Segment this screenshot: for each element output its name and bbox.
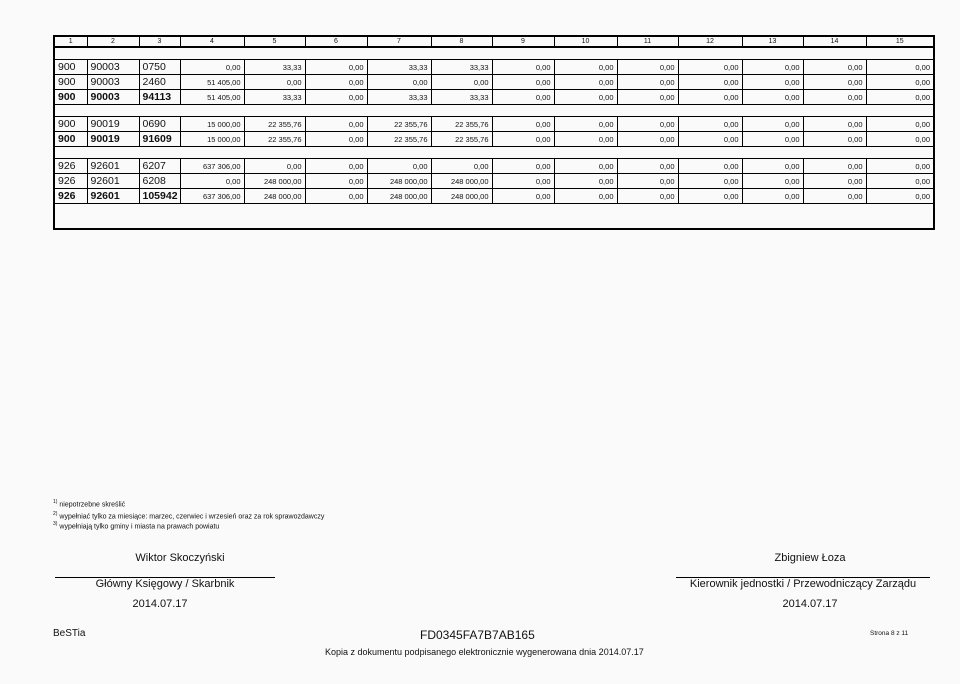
amount-cell: 0,00: [617, 90, 678, 105]
classification-cell: 0690: [139, 117, 180, 132]
column-number: 7: [367, 36, 431, 47]
classification-cell: 94113: [139, 90, 180, 105]
amount-cell: 0,00: [554, 159, 617, 174]
amount-cell: 22 355,76: [244, 117, 305, 132]
amount-cell: 637 306,00: [180, 159, 244, 174]
classification-cell: 92601: [87, 189, 139, 204]
amount-cell: 0,00: [554, 132, 617, 147]
amount-cell: 0,00: [866, 132, 934, 147]
column-number: 11: [617, 36, 678, 47]
subtotal-row: [54, 90, 934, 105]
amount-cell: 33,33: [367, 90, 431, 105]
amount-cell: 0,00: [617, 60, 678, 75]
amount-cell: 0,00: [617, 174, 678, 189]
amount-cell: 0,00: [492, 117, 554, 132]
amount-cell: 0,00: [431, 159, 492, 174]
signature-right-date: 2014.07.17: [782, 598, 838, 610]
amount-cell: 22 355,76: [431, 117, 492, 132]
column-number: 2: [87, 36, 139, 47]
amount-cell: 0,00: [678, 90, 742, 105]
amount-cell: 0,00: [617, 132, 678, 147]
classification-cell: 900: [54, 117, 87, 132]
amount-cell: 0,00: [492, 132, 554, 147]
signature-right-role: Kierownik jednostki / Przewodniczący Zarządu: [689, 578, 917, 590]
amount-cell: 0,00: [305, 159, 367, 174]
classification-cell: 2460: [139, 75, 180, 90]
amount-cell: 637 306,00: [180, 189, 244, 204]
table-row: [54, 117, 934, 132]
table-row: [54, 174, 934, 189]
column-number: 1: [54, 36, 87, 47]
amount-cell: 0,00: [305, 75, 367, 90]
amount-cell: 51 405,00: [180, 75, 244, 90]
amount-cell: 0,00: [866, 159, 934, 174]
amount-cell: 248 000,00: [367, 174, 431, 189]
signature-right-name: Zbigniew Łoza: [774, 552, 846, 564]
amount-cell: 0,00: [866, 189, 934, 204]
amount-cell: 0,00: [742, 60, 803, 75]
amount-cell: 0,00: [244, 159, 305, 174]
amount-cell: 0,00: [180, 60, 244, 75]
amount-cell: 0,00: [554, 90, 617, 105]
amount-cell: 0,00: [803, 132, 866, 147]
amount-cell: 0,00: [866, 117, 934, 132]
classification-cell: 90003: [87, 60, 139, 75]
amount-cell: 0,00: [305, 174, 367, 189]
amount-cell: 0,00: [305, 60, 367, 75]
amount-cell: 248 000,00: [244, 189, 305, 204]
amount-cell: 248 000,00: [367, 189, 431, 204]
classification-cell: 105942: [139, 189, 180, 204]
amount-cell: 0,00: [617, 189, 678, 204]
signature-left-name: Wiktor Skoczyński: [135, 552, 225, 564]
amount-cell: 0,00: [742, 159, 803, 174]
page-number: Strona 8 z 11: [870, 630, 909, 637]
amount-cell: 22 355,76: [431, 132, 492, 147]
amount-cell: 0,00: [554, 60, 617, 75]
classification-cell: 900: [54, 60, 87, 75]
amount-cell: 15 000,00: [180, 117, 244, 132]
amount-cell: 22 355,76: [367, 117, 431, 132]
amount-cell: 0,00: [617, 159, 678, 174]
classification-cell: 92601: [87, 159, 139, 174]
classification-cell: 91609: [139, 132, 180, 147]
amount-cell: 33,33: [431, 90, 492, 105]
amount-cell: 33,33: [431, 60, 492, 75]
amount-cell: 0,00: [803, 189, 866, 204]
footnote-2: $^{2)}$ wypełniać tylko za miesiące: marzec, czerwiec i wrzesień oraz za rok sprawozdawczy: [53, 511, 325, 521]
subtotal-row: [54, 132, 934, 147]
amount-cell: 0,00: [742, 174, 803, 189]
amount-cell: 0,00: [678, 60, 742, 75]
end-row: [54, 204, 934, 230]
column-number: 14: [803, 36, 866, 47]
amount-cell: 0,00: [866, 90, 934, 105]
amount-cell: 0,00: [305, 132, 367, 147]
classification-cell: 926: [54, 159, 87, 174]
classification-cell: 0750: [139, 60, 180, 75]
amount-cell: 0,00: [678, 189, 742, 204]
column-number: 5: [244, 36, 305, 47]
subtotal-row: [54, 189, 934, 204]
classification-cell: 90019: [87, 132, 139, 147]
classification-cell: 92601: [87, 174, 139, 189]
column-number: 9: [492, 36, 554, 47]
amount-cell: 0,00: [492, 90, 554, 105]
amount-cell: 0,00: [554, 117, 617, 132]
column-number: 8: [431, 36, 492, 47]
column-number: 10: [554, 36, 617, 47]
amount-cell: 0,00: [431, 75, 492, 90]
amount-cell: 0,00: [554, 174, 617, 189]
amount-cell: 0,00: [554, 75, 617, 90]
amount-cell: 0,00: [180, 174, 244, 189]
amount-cell: 33,33: [367, 60, 431, 75]
amount-cell: 33,33: [244, 90, 305, 105]
software-name: BeSTia: [53, 628, 86, 639]
signature-left-date: 2014.07.17: [132, 598, 188, 610]
header-row: [54, 36, 934, 47]
amount-cell: 0,00: [617, 75, 678, 90]
amount-cell: 15 000,00: [180, 132, 244, 147]
amount-cell: 248 000,00: [431, 174, 492, 189]
document-id: FD0345FA7B7AB165: [420, 628, 535, 642]
amount-cell: 0,00: [742, 189, 803, 204]
classification-cell: 900: [54, 90, 87, 105]
amount-cell: 0,00: [866, 75, 934, 90]
amount-cell: 0,00: [742, 75, 803, 90]
amount-cell: 0,00: [678, 159, 742, 174]
amount-cell: 22 355,76: [244, 132, 305, 147]
table-row: [54, 60, 934, 75]
classification-cell: 6208: [139, 174, 180, 189]
amount-cell: 0,00: [492, 60, 554, 75]
amount-cell: 0,00: [678, 117, 742, 132]
amount-cell: 0,00: [742, 90, 803, 105]
amount-cell: 51 405,00: [180, 90, 244, 105]
amount-cell: 0,00: [244, 75, 305, 90]
amount-cell: 0,00: [803, 117, 866, 132]
table-row: [54, 159, 934, 174]
copy-note: Kopia z dokumentu podpisanego elektronicznie wygenerowana dnia 2014.07.17: [325, 647, 644, 657]
spacer-row: [54, 47, 934, 60]
amount-cell: 0,00: [866, 174, 934, 189]
column-number: 13: [742, 36, 803, 47]
amount-cell: 0,00: [492, 174, 554, 189]
table-row: [54, 75, 934, 90]
amount-cell: 0,00: [367, 159, 431, 174]
amount-cell: 248 000,00: [431, 189, 492, 204]
classification-cell: 90003: [87, 75, 139, 90]
amount-cell: 0,00: [305, 189, 367, 204]
amount-cell: 0,00: [803, 60, 866, 75]
amount-cell: 0,00: [492, 159, 554, 174]
classification-cell: 6207: [139, 159, 180, 174]
classification-cell: 926: [54, 174, 87, 189]
column-number: 4: [180, 36, 244, 47]
column-number: 3: [139, 36, 180, 47]
amount-cell: 0,00: [803, 75, 866, 90]
amount-cell: 0,00: [803, 174, 866, 189]
amount-cell: 33,33: [244, 60, 305, 75]
signature-left-role: Główny Księgowy / Skarbnik: [95, 578, 235, 590]
classification-cell: 900: [54, 132, 87, 147]
footnote-3: $^{3)}$ wypełniają tylko gminy i miasta na prawach powiatu: [53, 521, 220, 531]
amount-cell: 248 000,00: [244, 174, 305, 189]
amount-cell: 0,00: [803, 90, 866, 105]
amount-cell: 0,00: [617, 117, 678, 132]
classification-cell: 900: [54, 75, 87, 90]
spacer-row: [54, 105, 934, 117]
footnote-1: $^{1)}$ niepotrzebne skreślić: [53, 499, 126, 509]
amount-cell: 0,00: [492, 189, 554, 204]
amount-cell: 0,00: [742, 117, 803, 132]
amount-cell: 0,00: [305, 117, 367, 132]
amount-cell: 0,00: [492, 75, 554, 90]
amount-cell: 0,00: [678, 174, 742, 189]
amount-cell: 0,00: [367, 75, 431, 90]
amount-cell: 0,00: [678, 75, 742, 90]
column-number: 6: [305, 36, 367, 47]
classification-cell: 90003: [87, 90, 139, 105]
amount-cell: 0,00: [305, 90, 367, 105]
classification-cell: 926: [54, 189, 87, 204]
amount-cell: 0,00: [866, 60, 934, 75]
amount-cell: 0,00: [803, 159, 866, 174]
column-number: 15: [866, 36, 934, 47]
amount-cell: 0,00: [678, 132, 742, 147]
amount-cell: 22 355,76: [367, 132, 431, 147]
amount-cell: 0,00: [742, 132, 803, 147]
column-number: 12: [678, 36, 742, 47]
spacer-row: [54, 147, 934, 159]
report-table: [53, 35, 935, 230]
amount-cell: 0,00: [554, 189, 617, 204]
classification-cell: 90019: [87, 117, 139, 132]
